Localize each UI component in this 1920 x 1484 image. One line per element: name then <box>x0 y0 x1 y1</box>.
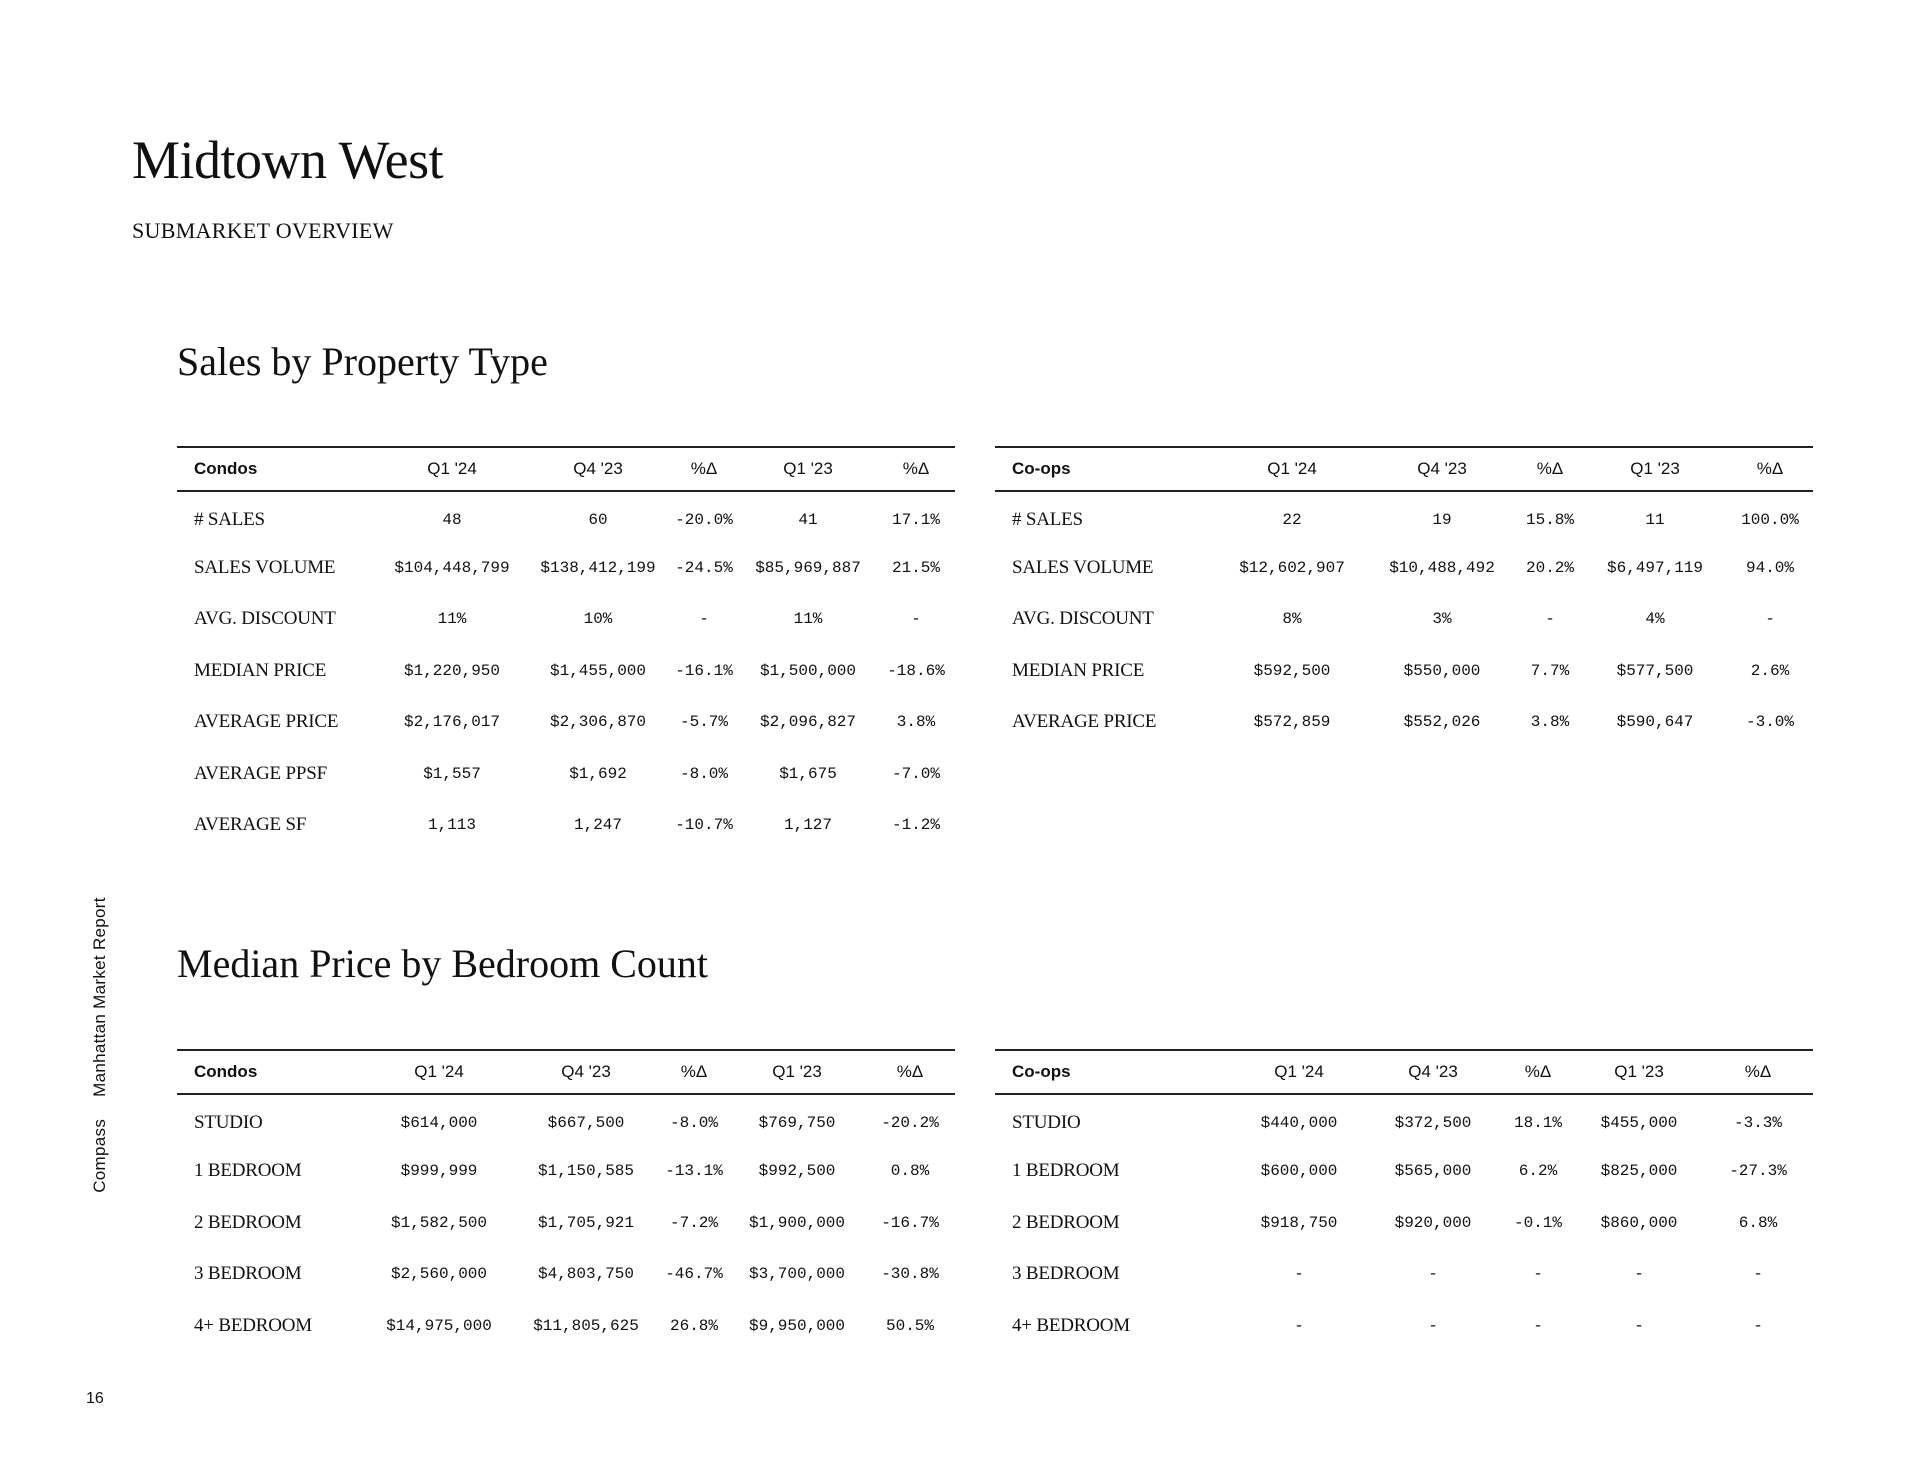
table-cell: $2,096,827 <box>759 713 856 732</box>
table-row <box>177 697 955 748</box>
table-row <box>995 1094 1813 1146</box>
table-row <box>177 542 955 593</box>
row-label: MEDIAN PRICE <box>194 659 327 681</box>
table-cell: $4,803,750 <box>537 1265 634 1284</box>
table-row <box>177 799 955 850</box>
table-cell: -20.0% <box>675 511 733 530</box>
table-row <box>995 1146 1813 1198</box>
table-cell: -24.5% <box>675 559 733 578</box>
table-cell: 3.8% <box>1530 713 1570 732</box>
table-cell: -46.7% <box>665 1265 723 1284</box>
table-cell: $992,500 <box>758 1162 836 1181</box>
table-row <box>177 1094 955 1146</box>
row-label: SALES VOLUME <box>1012 557 1154 579</box>
table-cell: $592,500 <box>1253 661 1331 680</box>
column-header: Q1 '23 <box>1614 1062 1664 1081</box>
row-label: MEDIAN PRICE <box>1012 659 1145 681</box>
table-header-row <box>177 1050 955 1094</box>
table-row <box>177 1197 955 1249</box>
table-cell: $1,900,000 <box>748 1213 845 1232</box>
table-cell: $14,975,000 <box>386 1316 492 1335</box>
table-cell: -0.1% <box>1513 1213 1562 1232</box>
table-cell: - <box>1428 1265 1438 1284</box>
table-cell: $10,488,492 <box>1389 559 1495 578</box>
column-header: Q4 '23 <box>573 459 623 478</box>
table-cell: 7.7% <box>1530 661 1570 680</box>
row-label: 3 BEDROOM <box>1012 1263 1120 1285</box>
row-label: STUDIO <box>1012 1112 1081 1134</box>
table-cell: -8.0% <box>669 1114 718 1133</box>
column-header: %Δ <box>1756 459 1784 478</box>
page-title: Midtown West <box>132 130 444 190</box>
table-row <box>995 1197 1813 1249</box>
table-cell: $9,950,000 <box>748 1316 845 1335</box>
column-header: Q1 '24 <box>1274 1062 1324 1081</box>
bedroom-coops-table <box>995 1049 1813 1352</box>
row-label: 1 BEDROOM <box>194 1160 302 1182</box>
column-header: Q1 '24 <box>414 1062 464 1081</box>
table-cell: - <box>1294 1265 1304 1284</box>
table-cell: $918,750 <box>1260 1213 1338 1232</box>
table-row <box>177 594 955 645</box>
table-row <box>995 491 1813 542</box>
column-header: %Δ <box>1524 1062 1552 1081</box>
table-row-header: Co-ops <box>1012 1062 1071 1081</box>
table-cell: 4% <box>1645 610 1665 629</box>
table-cell: 94.0% <box>1745 559 1794 578</box>
sales-condos-table <box>177 446 955 851</box>
row-label: AVG. DISCOUNT <box>194 608 336 630</box>
table-cell: -16.7% <box>881 1213 939 1232</box>
table-row <box>177 1300 955 1352</box>
table-cell: 8% <box>1282 610 1302 629</box>
table-cell: $3,700,000 <box>748 1265 845 1284</box>
table-cell: -13.1% <box>665 1162 723 1181</box>
table-cell: -3.3% <box>1733 1114 1782 1133</box>
table-cell: $769,750 <box>758 1114 836 1133</box>
table-cell: -10.7% <box>675 816 733 835</box>
table-row <box>995 1249 1813 1301</box>
table-row <box>177 1249 955 1301</box>
table-cell: -1.2% <box>891 816 940 835</box>
table-cell: -20.2% <box>881 1114 939 1133</box>
table-cell: - <box>911 610 921 629</box>
table-cell: $572,859 <box>1253 713 1331 732</box>
page-number: 16 <box>86 1390 104 1407</box>
table-cell: -30.8% <box>881 1265 939 1284</box>
table-cell: 20.2% <box>1525 559 1574 578</box>
table-row <box>995 542 1813 593</box>
table-cell: $565,000 <box>1394 1162 1472 1181</box>
table-cell: 60 <box>588 511 608 530</box>
table-header-row <box>177 447 955 491</box>
table-cell: $825,000 <box>1600 1162 1678 1181</box>
table-cell: -7.0% <box>891 764 940 783</box>
table-cell: $577,500 <box>1616 661 1694 680</box>
table-cell: 6.2% <box>1518 1162 1558 1181</box>
bedroom-section-title: Median Price by Bedroom Count <box>177 941 709 986</box>
table-cell: 3.8% <box>896 713 936 732</box>
table-cell: - <box>1533 1265 1543 1284</box>
table-cell: -7.2% <box>669 1213 718 1232</box>
column-header: %Δ <box>1536 459 1564 478</box>
table-cell: $1,582,500 <box>390 1213 487 1232</box>
table-header-row <box>995 1050 1813 1094</box>
table-cell: $1,557 <box>423 764 481 783</box>
table-cell: 1,247 <box>573 816 622 835</box>
table-cell: $104,448,799 <box>394 559 510 578</box>
brand-name: Compass <box>90 1118 109 1193</box>
table-cell: 18.1% <box>1513 1114 1562 1133</box>
table-cell: 2.6% <box>1750 661 1790 680</box>
table-cell: 22 <box>1282 511 1302 530</box>
row-label: AVERAGE PRICE <box>1012 711 1157 733</box>
table-cell: $590,647 <box>1616 713 1694 732</box>
row-label: 1 BEDROOM <box>1012 1160 1120 1182</box>
row-label: SALES VOLUME <box>194 557 336 579</box>
table-row <box>177 645 955 696</box>
table-cell: 50.5% <box>885 1316 934 1335</box>
table-cell: $999,999 <box>400 1162 478 1181</box>
table-cell: $2,306,870 <box>549 713 646 732</box>
table-cell: - <box>1634 1316 1644 1335</box>
column-header: Q1 '24 <box>1267 459 1317 478</box>
table-row-header: Co-ops <box>1012 459 1071 478</box>
column-header: Q4 '23 <box>561 1062 611 1081</box>
table-cell: $11,805,625 <box>533 1316 639 1335</box>
table-cell: $6,497,119 <box>1606 559 1703 578</box>
row-label: # SALES <box>194 509 265 531</box>
row-label: AVERAGE PPSF <box>194 762 327 784</box>
column-header: %Δ <box>1744 1062 1772 1081</box>
table-cell: 41 <box>798 511 818 530</box>
table-row <box>177 748 955 799</box>
row-label: AVG. DISCOUNT <box>1012 608 1154 630</box>
table-cell: 11 <box>1645 511 1665 530</box>
table-cell: 48 <box>442 511 462 530</box>
table-cell: $552,026 <box>1403 713 1481 732</box>
table-cell: -3.0% <box>1745 713 1794 732</box>
table-cell: 1,127 <box>783 816 832 835</box>
table-cell: -5.7% <box>679 713 728 732</box>
row-label: 2 BEDROOM <box>194 1211 302 1233</box>
table-row-header: Condos <box>194 459 258 478</box>
table-cell: $1,220,950 <box>403 661 500 680</box>
row-label: STUDIO <box>194 1112 263 1134</box>
report-name: Manhattan Market Report <box>90 897 109 1097</box>
table-cell: 3% <box>1432 610 1452 629</box>
bedroom-condos-table <box>177 1049 955 1352</box>
column-header: Q4 '23 <box>1417 459 1467 478</box>
table-cell: 6.8% <box>1738 1213 1778 1232</box>
table-row <box>995 645 1813 696</box>
row-label: 2 BEDROOM <box>1012 1211 1120 1233</box>
column-header: Q1 '24 <box>427 459 477 478</box>
row-label: # SALES <box>1012 509 1083 531</box>
table-cell: $920,000 <box>1394 1213 1472 1232</box>
column-header: Q1 '23 <box>783 459 833 478</box>
table-cell: 100.0% <box>1741 511 1799 530</box>
column-header: Q1 '23 <box>1630 459 1680 478</box>
row-label: AVERAGE PRICE <box>194 711 339 733</box>
table-cell: $860,000 <box>1600 1213 1678 1232</box>
table-cell: - <box>699 610 709 629</box>
table-row <box>995 594 1813 645</box>
row-label: 4+ BEDROOM <box>194 1314 312 1336</box>
table-cell: 11% <box>437 610 467 629</box>
sales-coops-table <box>995 446 1813 748</box>
table-cell: - <box>1634 1265 1644 1284</box>
table-cell: $2,560,000 <box>390 1265 487 1284</box>
table-cell: 26.8% <box>669 1316 718 1335</box>
table-cell: - <box>1753 1316 1763 1335</box>
table-cell: 19 <box>1432 511 1452 530</box>
table-cell: $1,692 <box>569 764 627 783</box>
column-header: Q4 '23 <box>1408 1062 1458 1081</box>
table-cell: 17.1% <box>891 511 940 530</box>
page-subtitle: SUBMARKET OVERVIEW <box>132 218 394 243</box>
table-cell: -27.3% <box>1729 1162 1787 1181</box>
table-cell: 1,113 <box>427 816 476 835</box>
table-row <box>177 491 955 542</box>
table-row <box>995 697 1813 748</box>
table-cell: 15.8% <box>1525 511 1574 530</box>
table-cell: -8.0% <box>679 764 728 783</box>
table-cell: $1,150,585 <box>537 1162 634 1181</box>
row-label: 4+ BEDROOM <box>1012 1314 1130 1336</box>
sales-section-title: Sales by Property Type <box>177 339 548 384</box>
side-report-label <box>90 897 110 1193</box>
column-header: %Δ <box>690 459 718 478</box>
table-cell: 0.8% <box>890 1162 930 1181</box>
column-header: %Δ <box>902 459 930 478</box>
table-cell: - <box>1545 610 1555 629</box>
table-cell: - <box>1294 1316 1304 1335</box>
table-row <box>995 1300 1813 1352</box>
column-header: %Δ <box>680 1062 708 1081</box>
table-cell: $1,705,921 <box>537 1213 634 1232</box>
table-cell: - <box>1428 1316 1438 1335</box>
table-cell: $1,500,000 <box>759 661 856 680</box>
column-header: %Δ <box>896 1062 924 1081</box>
table-header-row <box>995 447 1813 491</box>
table-cell: $550,000 <box>1403 661 1481 680</box>
table-cell: - <box>1753 1265 1763 1284</box>
table-cell: $667,500 <box>547 1114 625 1133</box>
table-cell: $2,176,017 <box>403 713 500 732</box>
table-cell: $85,969,887 <box>755 559 861 578</box>
table-cell: 10% <box>583 610 613 629</box>
table-cell: - <box>1765 610 1775 629</box>
table-cell: $440,000 <box>1260 1114 1338 1133</box>
row-label: AVERAGE SF <box>194 814 307 836</box>
table-cell: $614,000 <box>400 1114 478 1133</box>
table-cell: $138,412,199 <box>540 559 656 578</box>
table-cell: -16.1% <box>675 661 733 680</box>
row-label: 3 BEDROOM <box>194 1263 302 1285</box>
table-cell: - <box>1533 1316 1543 1335</box>
table-cell: -18.6% <box>887 661 945 680</box>
table-cell: $12,602,907 <box>1239 559 1345 578</box>
table-cell: $372,500 <box>1394 1114 1472 1133</box>
table-row-header: Condos <box>194 1062 258 1081</box>
table-row <box>177 1146 955 1198</box>
table-cell: $600,000 <box>1260 1162 1338 1181</box>
table-cell: 21.5% <box>891 559 940 578</box>
table-cell: $455,000 <box>1600 1114 1678 1133</box>
column-header: Q1 '23 <box>772 1062 822 1081</box>
table-cell: $1,455,000 <box>549 661 646 680</box>
table-cell: $1,675 <box>779 764 837 783</box>
table-cell: 11% <box>793 610 823 629</box>
